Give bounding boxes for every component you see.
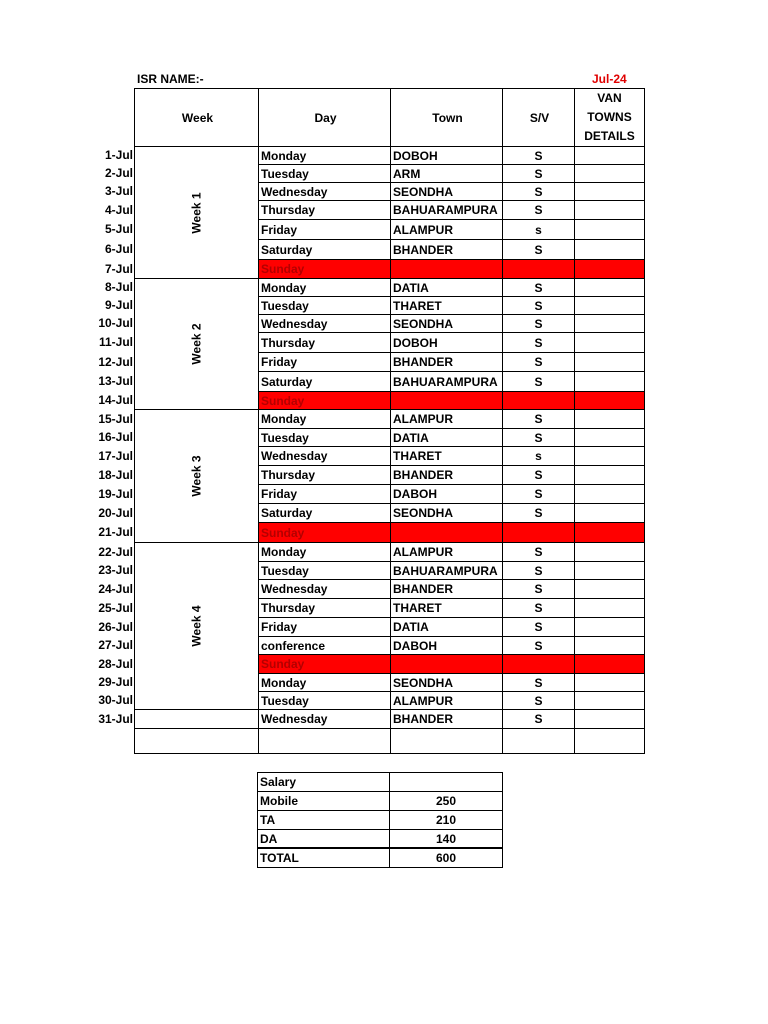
van-towns-cell [574,278,645,297]
day-cell: Saturday [258,371,391,392]
town-cell: DOBOH [390,332,503,353]
van-towns-cell [574,522,645,543]
day-cell: Sunday [258,522,391,543]
isr-name-label: ISR NAME:- [137,72,204,86]
town-cell: ALAMPUR [390,542,503,562]
day-cell: Wednesday [258,314,391,333]
sv-cell: S [502,200,575,220]
sv-cell: S [502,484,575,504]
sv-cell: S [502,542,575,562]
van-towns-cell [574,352,645,372]
date-label: 29-Jul [98,675,133,689]
sv-cell: S [502,636,575,655]
town-cell: THARET [390,296,503,315]
week-cell-4 [134,542,259,710]
town-cell: ALAMPUR [390,691,503,710]
salary-label-cell: Salary [257,772,390,792]
day-cell: Monday [258,542,391,562]
van-towns-cell [574,617,645,637]
town-cell: SEONDHA [390,503,503,523]
day-cell: Tuesday [258,428,391,447]
town-cell [390,522,503,543]
day-cell: Wednesday [258,446,391,466]
date-label: 30-Jul [98,693,133,707]
town-cell: BAHUARAMPURA [390,561,503,580]
day-cell: Sunday [258,391,391,410]
day-cell: Thursday [258,200,391,220]
town-cell [390,391,503,410]
date-label: 3-Jul [104,184,133,198]
date-label: 13-Jul [98,374,133,388]
date-label: 19-Jul [98,486,133,501]
town-cell [390,654,503,674]
week-cell-empty [134,709,259,729]
van-towns-cell [574,561,645,580]
date-label: 20-Jul [98,505,133,520]
header-town: Town [390,88,503,147]
empty-cell [390,728,503,754]
day-cell: Monday [258,278,391,297]
sv-cell: s [502,446,575,466]
town-cell: ALAMPUR [390,409,503,429]
date-label: 23-Jul [98,563,133,577]
van-towns-cell [574,259,645,279]
town-cell: SEONDHA [390,182,503,201]
salary-label-cell: TOTAL [257,848,390,868]
day-cell: Thursday [258,598,391,618]
sv-cell [502,391,575,410]
salary-value-cell [389,772,503,792]
day-cell: Tuesday [258,691,391,710]
date-label: 18-Jul [98,467,133,482]
sv-cell: s [502,219,575,240]
town-cell: SEONDHA [390,314,503,333]
sv-cell: S [502,239,575,260]
date-label: 2-Jul [104,166,133,180]
sv-cell: S [502,371,575,392]
date-label: 15-Jul [98,411,133,426]
salary-label-cell: Mobile [257,791,390,811]
town-cell: DATIA [390,428,503,447]
sv-cell: S [502,709,575,729]
van-towns-cell [574,219,645,240]
town-cell [390,259,503,279]
sv-cell: S [502,332,575,353]
van-towns-cell [574,409,645,429]
town-cell: THARET [390,598,503,618]
date-label: 8-Jul [104,280,133,294]
sv-cell [502,259,575,279]
week-cell-1 [134,146,259,279]
van-towns-cell [574,332,645,353]
date-label: 26-Jul [98,619,133,634]
salary-value-cell: 140 [389,829,503,849]
van-towns-cell [574,200,645,220]
town-cell: BHANDER [390,709,503,729]
week-cell-2 [134,278,259,410]
sv-cell: S [502,182,575,201]
town-cell: THARET [390,446,503,466]
date-label: 5-Jul [104,222,133,236]
sv-cell: S [502,296,575,315]
van-towns-cell [574,691,645,710]
sv-cell: S [502,314,575,333]
empty-cell [258,728,391,754]
day-cell: Wednesday [258,182,391,201]
van-towns-cell [574,673,645,692]
van-towns-cell [574,503,645,523]
sv-cell: S [502,673,575,692]
sv-cell: S [502,598,575,618]
town-cell: ARM [390,164,503,183]
van-towns-cell [574,182,645,201]
day-cell: Wednesday [258,579,391,599]
town-cell: DOBOH [390,146,503,165]
day-cell: Tuesday [258,561,391,580]
salary-value-cell: 210 [389,810,503,830]
salary-label-cell: DA [257,829,390,849]
date-label: 28-Jul [98,656,133,671]
date-label: 31-Jul [98,711,133,726]
salary-label-cell: TA [257,810,390,830]
day-cell: Monday [258,409,391,429]
sv-cell: S [502,617,575,637]
van-towns-cell [574,391,645,410]
van-towns-cell [574,314,645,333]
empty-cell [502,728,575,754]
week-cell-3 [134,409,259,543]
van-towns-cell [574,371,645,392]
date-label: 16-Jul [98,430,133,444]
header-van-towns-details: VAN TOWNS DETAILS [574,88,645,147]
van-towns-cell [574,654,645,674]
town-cell: BHANDER [390,239,503,260]
salary-value-cell: 600 [389,848,503,868]
date-label: 14-Jul [98,393,133,407]
day-cell: Saturday [258,239,391,260]
sv-cell: S [502,278,575,297]
day-cell: conference [258,636,391,655]
date-label: 4-Jul [104,202,133,217]
sv-cell: S [502,561,575,580]
day-cell: Friday [258,219,391,240]
sv-cell: S [502,503,575,523]
day-cell: Tuesday [258,296,391,315]
day-cell: Sunday [258,259,391,279]
sv-cell: S [502,409,575,429]
date-label: 6-Jul [104,242,133,256]
town-cell: DATIA [390,617,503,637]
header-day: Day [258,88,391,147]
van-towns-cell [574,164,645,183]
date-label: 22-Jul [98,544,133,559]
date-label: 10-Jul [98,316,133,330]
town-cell: BAHUARAMPURA [390,200,503,220]
town-cell: ALAMPUR [390,219,503,240]
day-cell: Saturday [258,503,391,523]
van-towns-cell [574,709,645,729]
day-cell: Friday [258,352,391,372]
date-label: 27-Jul [98,638,133,652]
header-sv: S/V [502,88,575,147]
day-cell: Sunday [258,654,391,674]
salary-table [257,772,503,868]
van-towns-cell [574,636,645,655]
week-label: Week 3 [189,455,204,497]
schedule-table [134,88,644,754]
empty-cell [574,728,645,754]
sv-cell: S [502,428,575,447]
town-cell: DABOH [390,636,503,655]
date-label: 17-Jul [98,448,133,463]
sv-cell: S [502,579,575,599]
week-label: Week 2 [189,323,204,365]
date-label: 9-Jul [104,298,133,312]
date-label: 12-Jul [98,354,133,369]
salary-value-cell: 250 [389,791,503,811]
day-cell: Tuesday [258,164,391,183]
date-label: 11-Jul [98,335,133,349]
month-label: Jul-24 [592,72,627,86]
van-towns-cell [574,146,645,165]
van-towns-cell [574,428,645,447]
van-towns-cell [574,239,645,260]
van-towns-cell [574,542,645,562]
town-cell: SEONDHA [390,673,503,692]
town-cell: BHANDER [390,465,503,485]
van-towns-cell [574,484,645,504]
van-towns-cell [574,465,645,485]
day-cell: Thursday [258,465,391,485]
town-cell: BHANDER [390,352,503,372]
sv-cell: S [502,691,575,710]
day-cell: Monday [258,146,391,165]
sv-cell: S [502,146,575,165]
town-cell: DABOH [390,484,503,504]
sv-cell: S [502,352,575,372]
sv-cell: S [502,465,575,485]
empty-cell [134,728,259,754]
sv-cell: S [502,164,575,183]
day-cell: Wednesday [258,709,391,729]
date-label: 25-Jul [98,600,133,615]
date-label: 24-Jul [98,581,133,596]
date-label: 7-Jul [104,261,133,276]
van-towns-cell [574,296,645,315]
header-week: Week [134,88,259,147]
van-towns-cell [574,579,645,599]
day-cell: Monday [258,673,391,692]
sv-cell [502,654,575,674]
town-cell: DATIA [390,278,503,297]
date-label: 21-Jul [98,525,133,539]
van-towns-cell [574,446,645,466]
day-cell: Thursday [258,332,391,353]
town-cell: BHANDER [390,579,503,599]
day-cell: Friday [258,617,391,637]
van-towns-cell [574,598,645,618]
day-cell: Friday [258,484,391,504]
date-label: 1-Jul [104,148,133,162]
sv-cell [502,522,575,543]
week-label: Week 1 [189,191,204,234]
town-cell: BAHUARAMPURA [390,371,503,392]
week-label: Week 4 [189,605,204,647]
